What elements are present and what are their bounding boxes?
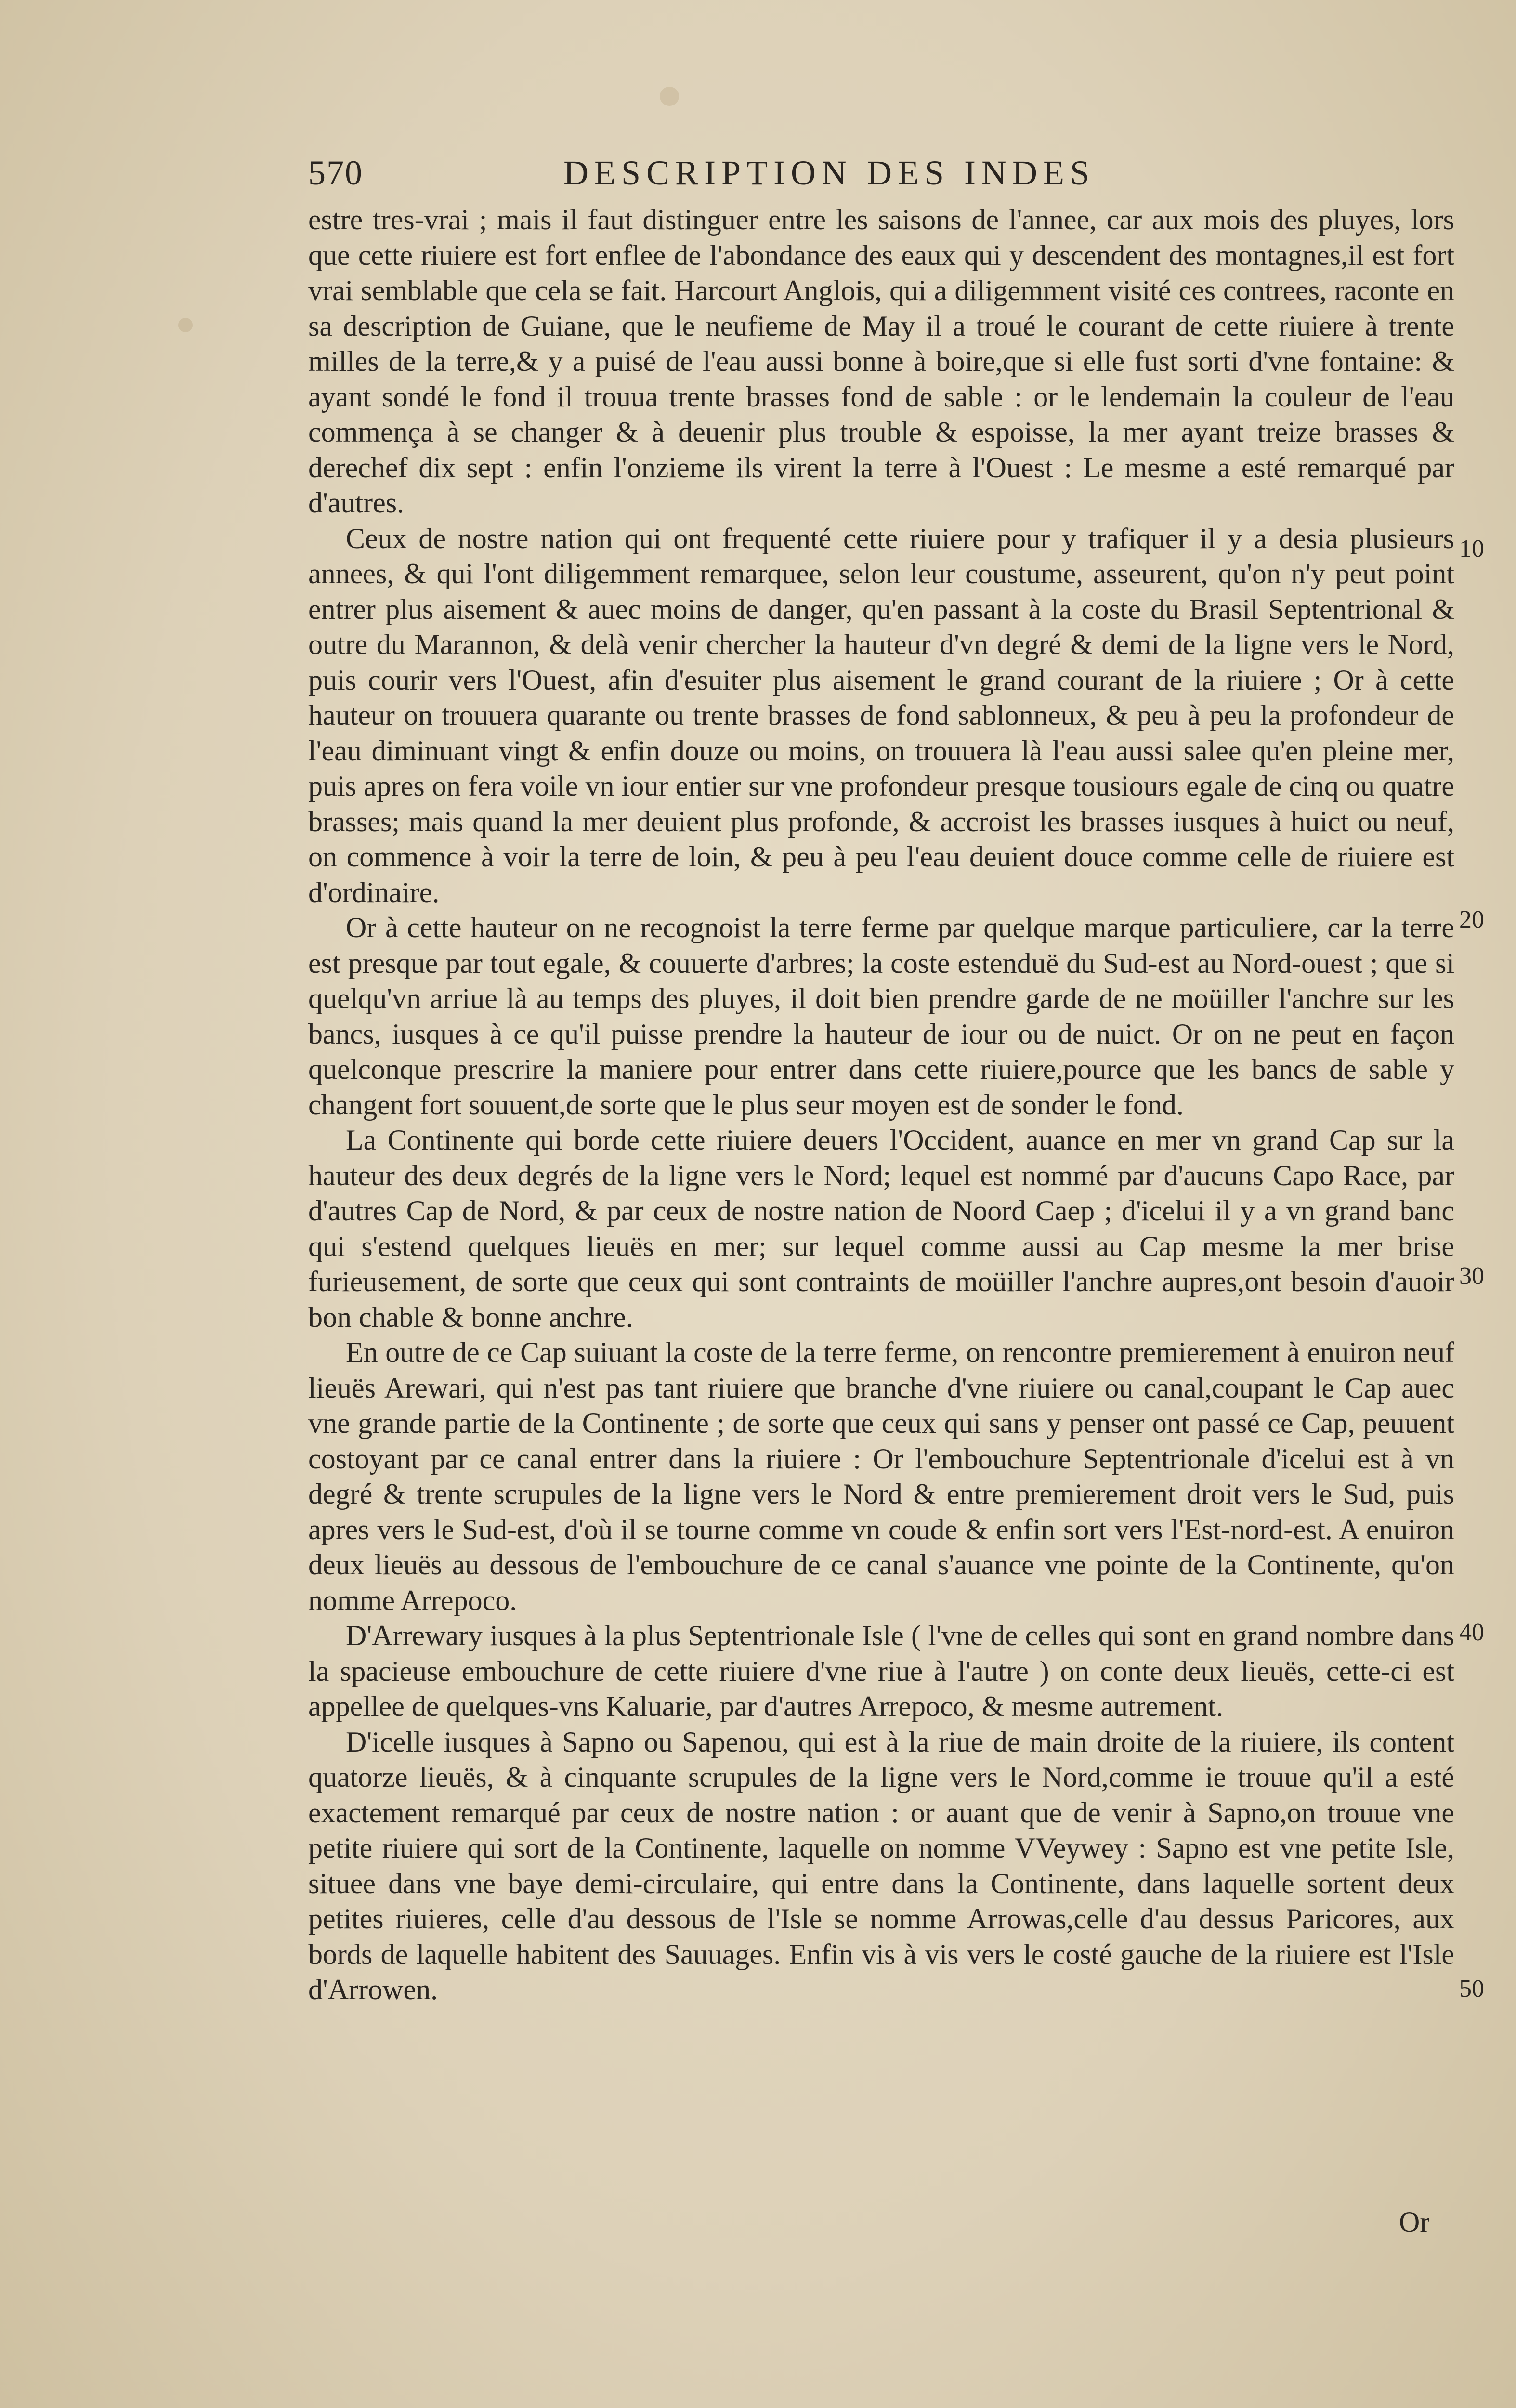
paragraph: estre tres-vrai ; mais il faut distinguer entre les saisons de l'annee, car aux mois des pluyes, lors que cette riuiere est fort enflee de l'abondance des eaux qui y descendent des montagnes,il est fort vrai semblable que cela se fait. Harcourt Anglois, qui a diligemment visité ces contrees, raconte en sa description de Guiane, que le neufieme de May il a troué le courant de cette riuiere à trente milles de la terre,& y a puisé de l'eau aussi bonne à boire,que si elle fust sorti d'vne fontaine: & ayant sondé le fond il trouua trente brasses fond de sable : or le lendemain la couleur de l'eau commença à se changer & à deuenir plus trouble & espoisse, la mer ayant treize brasses & derechef dix sept : enfin l'onzieme ils virent la terre à l'Ouest : Le mesme a esté remarqué par d'autres. bbox=[308, 204, 1454, 519]
paragraph: D'icelle iusques à Sapno ou Sapenou, qui est à la riue de main droite de la riuiere, ils content quatorze lieuës, & à cinquante scrupules de la ligne vers le Nord,comme ie trouue qu'il a esté exactement remarqué par ceux de nostre nation : or auant que de venir à Sapno,on trouue vne petite riuiere qui sort de la Continente, laquelle on nomme VVeywey : Sapno est vne petite Isle, situee dans vne baye demi-circulaire, qui entre dans la Continente, dans laquelle sortent deux petites riuieres, celle d'au dessous de l'Isle se nomme Arrowas,celle d'au dessus Paricores, aux bords de laquelle habitent des Sauuages. Enfin vis à vis vers le costé gauche de la riuiere est l'Isle d'Arrowen. bbox=[308, 1726, 1454, 2005]
margin-line-number: 20 bbox=[1459, 906, 1484, 933]
paragraph: En outre de ce Cap suiuant la coste de la terre ferme, on rencontre premierement à enuiron neuf lieuës Arewari, qui n'est pas tant riuiere que branche d'vne riuiere ou canal,coupant le Cap auec vne grande partie de la Continente ; de sorte que ceux qui sans y penser ont passé ce Cap, peuuent costoyant par ce canal entrer dans la riuiere : Or l'embouchure Septentrionale d'icelui est à vn degré & trente scrupules de la ligne vers le Nord & entre premierement droit vers le Sud, puis apres vers le Sud-est, d'où il se tourne comme vn coude & enfin sort vers l'Est-nord-est. A enuiron deux lieuës au dessous de l'embouchure de ce canal s'auance vne pointe de la Continente, qu'on nomme Arrepoco. bbox=[308, 1336, 1454, 1616]
margin-line-number: 40 bbox=[1459, 1619, 1484, 1646]
margin-line-number: 30 bbox=[1459, 1262, 1484, 1290]
line-numbers bbox=[1459, 202, 1512, 2129]
paper-stain bbox=[178, 318, 193, 332]
paragraph: Ceux de nostre nation qui ont frequenté cette riuiere pour y trafiquer il y a desia plusieurs annees, & qui l'ont diligemment remarquee, selon leur coustume, asseurent, qu'on n'y peut point entrer plus aisement & auec moins de danger, qu'en passant à la coste du Brasil Septentrional & outre du Marannon, & delà venir chercher la hauteur d'vn degré & demi de la ligne vers le Nord, puis courir vers l'Ouest, afin d'esuiter plus aisement le grand courant de la riuiere ; Or à cette hauteur on trouuera quarante ou trente brasses de fond sablonneux, & peu à peu la profondeur de l'eau diminuant vingt & enfin douze ou moins, on trouuera là l'eau aussi salee qu'en pleine mer, puis apres on fera voile vn iour entier sur vne profondeur presque tousiours egale de cinq ou quatre brasses; mais quand la mer deuient plus profonde, & accroist les brasses iusques à huict ou neuf, on commence à voir la terre de loin, & peu à peu l'eau deuient douce comme celle de riuiere est d'ordinaire. bbox=[308, 522, 1454, 908]
margin-line-number: 10 bbox=[1459, 535, 1484, 563]
running-title: DESCRIPTION DES INDES bbox=[563, 154, 1096, 192]
body-text bbox=[308, 202, 1454, 2008]
paragraph: Or à cette hauteur on ne recognoist la terre ferme par quelque marque particuliere, car la terre est presque par tout egale, & couuerte d'arbres; la coste estenduë du Sud-est au Nord-ouest ; que si quelqu'vn arriue là au temps des pluyes, il doit bien prendre garde de ne moüiller l'anchre sur les bancs, iusques à ce qu'il puisse prendre la hauteur de iour ou de nuict. Or on ne peut en façon quelconque prescrire la maniere pour entrer dans cette riuiere,pource que les bancs de sable y changent fort souuent,de sorte que le plus seur moyen est de sonder le fond. bbox=[308, 912, 1454, 1121]
catchword: Or bbox=[1399, 2206, 1430, 2238]
paragraph: La Continente qui borde cette riuiere deuers l'Occident, auance en mer vn grand Cap sur la hauteur des deux degrés de la ligne vers le Nord; lequel est nommé par d'aucuns Capo Race, par d'autres Cap de Nord, & par ceux de nostre nation de Noord Caep ; d'icelui il y a vn grand banc qui s'estend quelques lieuës en mer; sur lequel comme aussi au Cap mesme la mer brise furieusement, de sorte que ceux qui sont contraints de moüiller l'anchre aupres,ont besoin d'auoir bon chable & bonne anchre. bbox=[308, 1124, 1454, 1333]
margin-line-number: 50 bbox=[1459, 1975, 1484, 2002]
page-number: 570 bbox=[308, 154, 363, 192]
running-header bbox=[308, 153, 1252, 201]
paragraph: D'Arrewary iusques à la plus Septentrionale Isle ( l'vne de celles qui sont en grand nombre dans la spacieuse embouchure de cette riuiere d'vne riue à l'autre ) on conte deux lieuës, cette-ci est appellee de quelques-vns Kaluarie, par d'autres Arrepoco, & mesme autrement. bbox=[308, 1620, 1454, 1722]
paper-stain bbox=[660, 87, 679, 106]
